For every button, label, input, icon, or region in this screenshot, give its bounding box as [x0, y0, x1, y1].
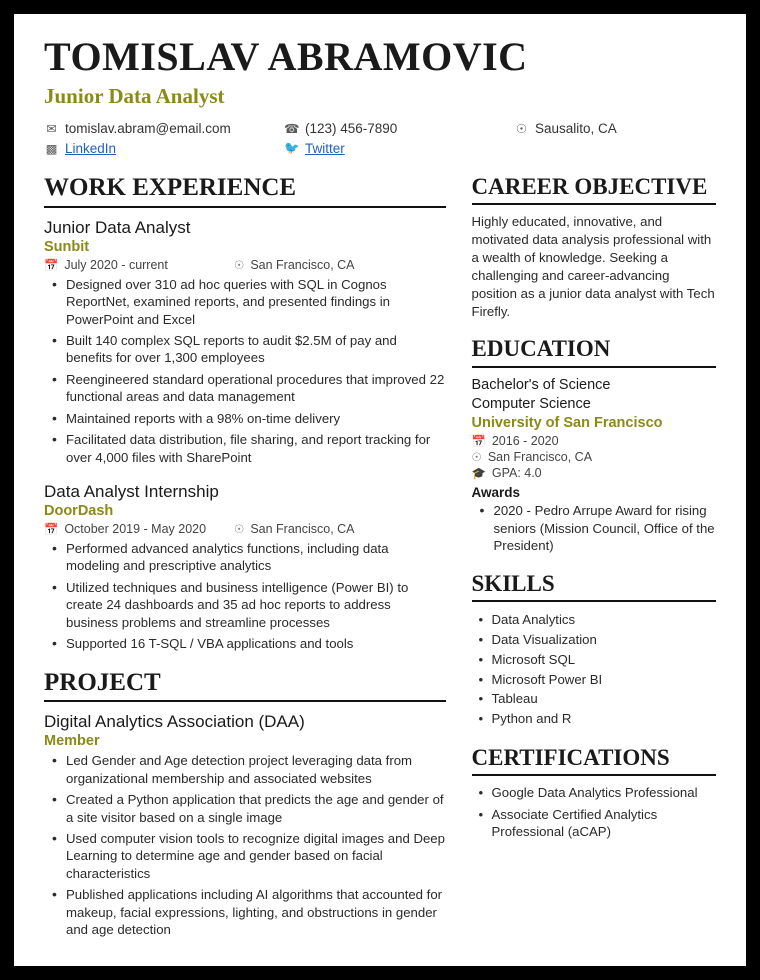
section-certifications — [472, 745, 716, 840]
calendar-icon: 📅 — [44, 259, 59, 272]
location-pin-icon: ☉ — [234, 523, 245, 536]
education-dates — [472, 434, 716, 448]
section-title-work-experience: WORK EXPERIENCE — [44, 174, 446, 208]
resume-body — [44, 174, 716, 952]
project-entry — [44, 712, 446, 938]
project-bullet: • Used computer vision tools to recognize digital images and Deep Learning to determine age and gender based on facial characteristics — [66, 830, 446, 882]
skill-item: • Data Visualization — [492, 630, 716, 650]
job-bullet: • Supported 16 T-SQL / VBA applications and tools — [66, 635, 446, 652]
job-bullet: • Utilized techniques and business intelligence (Power BI) to create 24 dashboards and 35 ad hoc reports to address business problems and streamline processes — [66, 579, 446, 631]
section-title-certifications: CERTIFICATIONS — [472, 745, 716, 776]
graduation-cap-icon: 🎓 — [471, 468, 486, 481]
job-bullet: • Performed advanced analytics functions, including data modeling and prescriptive analytics — [66, 540, 446, 575]
project-bullet: • Published applications including AI algorithms that accounted for makeup, facial expressions, lighting, and obstructions in gender and age detection — [66, 886, 446, 938]
job-dates — [44, 258, 234, 272]
job-entry — [44, 218, 446, 466]
project-bullet: • Led Gender and Age detection project leveraging data from organizational membership and associated websites — [66, 752, 446, 787]
section-skills — [472, 571, 716, 729]
job-company: Sunbit — [44, 238, 90, 255]
phone-icon: ☎ — [284, 122, 300, 136]
certification-item: • Associate Certified Analytics Professional (aCAP) — [492, 806, 716, 840]
location-pin-icon: ☉ — [471, 452, 482, 465]
contact-email[interactable] — [44, 121, 284, 136]
education-location — [472, 450, 716, 464]
contact-location-text: Sausalito, CA — [535, 121, 617, 136]
linkedin-icon: ▩ — [45, 142, 58, 156]
skill-item: • Python and R — [492, 709, 716, 729]
education-location-text: San Francisco, CA — [487, 450, 593, 465]
job-entry — [44, 482, 446, 653]
section-work-experience — [44, 174, 446, 653]
job-location — [234, 258, 355, 272]
contact-location — [514, 121, 617, 136]
candidate-name: TOMISLAV ABRAMOVIC — [44, 34, 528, 79]
job-bullet: • Built 140 complex SQL reports to audit $2.5M of pay and benefits for over 1,300 employees — [66, 332, 446, 367]
education-gpa-text: GPA: 4.0 — [491, 466, 542, 481]
job-bullet: • Maintained reports with a 98% on-time delivery — [66, 410, 446, 427]
resume-page — [14, 14, 746, 966]
section-title-skills: SKILLS — [472, 571, 716, 602]
education-school: University of San Francisco — [471, 415, 663, 432]
education-gpa — [472, 466, 716, 480]
twitter-icon: 🐦 — [284, 141, 300, 155]
certifications-list — [472, 784, 716, 839]
skill-item: • Data Analytics — [492, 610, 716, 630]
location-pin-icon: ☉ — [515, 122, 528, 136]
job-location-text: San Francisco, CA — [250, 257, 355, 272]
job-bullet: • Designed over 310 ad hoc queries with SQL in Cognos ReportNet, examined reports, and presented findings in PowerPoint and Excel — [66, 276, 446, 328]
education-dates-text: 2016 - 2020 — [491, 434, 559, 449]
education-degree-line-1: Bachelor's of Science — [471, 376, 611, 393]
section-title-career-objective: CAREER OBJECTIVE — [472, 174, 716, 205]
contact-phone-text: (123) 456-7890 — [305, 121, 398, 136]
job-company: DoorDash — [44, 502, 114, 519]
job-bullets — [44, 276, 446, 466]
contact-phone[interactable] — [284, 121, 514, 136]
contact-twitter[interactable] — [284, 141, 514, 156]
education-degree-line-2: Computer Science — [471, 395, 591, 412]
skill-item: • Microsoft Power BI — [492, 670, 716, 690]
right-column — [472, 174, 716, 952]
resume-header — [44, 36, 716, 156]
job-meta — [44, 522, 446, 536]
job-title: Junior Data Analyst — [44, 217, 191, 237]
contact-linkedin-link[interactable]: LinkedIn — [65, 141, 117, 156]
contact-email-text: tomislav.abram@email.com — [65, 121, 231, 136]
career-objective-text: Highly educated, innovative, and motivated data analysis professional with a wealth of knowledge. Seeking a challenging and career-advancing position as a junior data analyst with Tech Firefly. — [471, 214, 715, 319]
contact-row-2 — [44, 141, 716, 156]
job-bullet: • Facilitated data distribution, file sharing, and report tracking for over 4,000 files with SharePoint — [66, 431, 446, 466]
project-bullet: • Created a Python application that predicts the age and gender of a site visitor based on a single image — [66, 791, 446, 826]
job-dates — [44, 522, 234, 536]
job-bullet: • Reengineered standard operational procedures that improved 22 functional areas and data management — [66, 371, 446, 406]
contact-linkedin[interactable] — [44, 141, 284, 156]
job-meta — [44, 258, 446, 272]
job-dates-text: October 2019 - May 2020 — [64, 521, 207, 536]
education-awards-label: Awards — [471, 485, 521, 501]
project-bullets — [44, 752, 446, 938]
contact-row-1 — [44, 121, 716, 136]
candidate-role: Junior Data Analyst — [44, 84, 225, 108]
job-dates-text: July 2020 - current — [64, 257, 168, 272]
job-title: Data Analyst Internship — [44, 481, 219, 501]
skill-item: • Microsoft SQL — [492, 650, 716, 670]
calendar-icon: 📅 — [44, 523, 59, 536]
certification-item: • Google Data Analytics Professional — [492, 784, 716, 801]
envelope-icon: ✉ — [46, 122, 57, 136]
left-column — [44, 174, 472, 952]
location-pin-icon: ☉ — [234, 259, 245, 272]
section-title-project: PROJECT — [44, 669, 446, 703]
section-title-education: EDUCATION — [472, 336, 716, 367]
project-role: Member — [44, 733, 100, 750]
project-title: Digital Analytics Association (DAA) — [44, 712, 305, 732]
section-education — [472, 336, 716, 554]
skill-item: • Tableau — [492, 689, 716, 709]
section-project — [44, 669, 446, 939]
calendar-icon: 📅 — [471, 436, 486, 449]
education-award-item: • 2020 - Pedro Arrupe Award for rising seniors (Mission Council, Office of the President) — [494, 502, 716, 554]
section-career-objective — [472, 174, 716, 320]
job-location-text: San Francisco, CA — [250, 521, 355, 536]
education-awards-list — [472, 502, 716, 554]
job-bullets — [44, 540, 446, 653]
contact-twitter-link[interactable]: Twitter — [305, 141, 345, 156]
job-location — [234, 522, 355, 536]
skills-list — [472, 610, 716, 729]
